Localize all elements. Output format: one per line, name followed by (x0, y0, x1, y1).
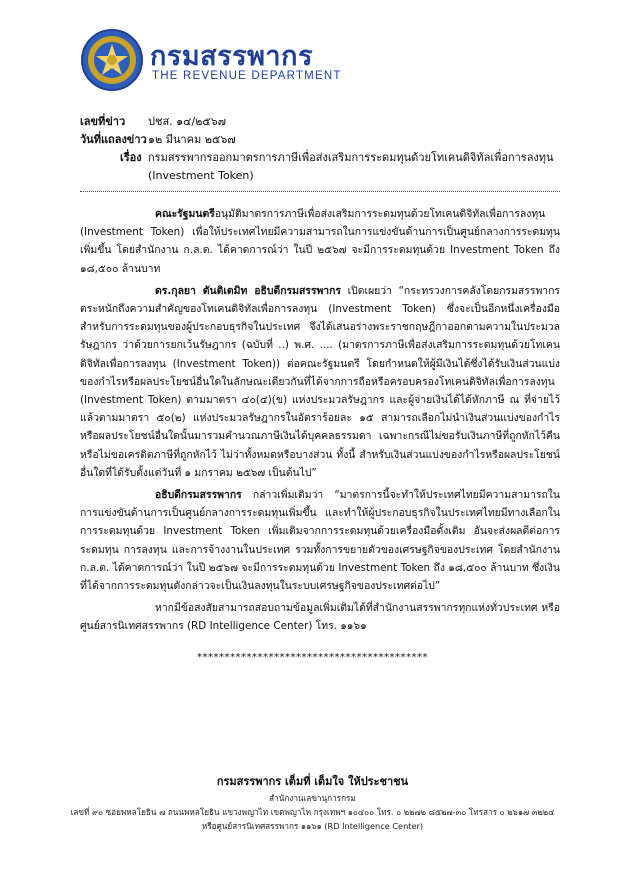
footer-address: เลขที่ ๙๐ ซอยพหลโยธิน ๗ ถนนพหลโยธิน แขวงพญาไท เขตพญาไท กรุงเทพฯ ๑๐๔๐๐ โทร. ๐ ๒๒๗๒ ๘๕๒๗-๓๐ โทรสาร ๐ ๒๖๑๗ ๓๒๒๔ (70, 807, 555, 817)
footer-office: สำนักงานเลขานุการกรม (269, 793, 356, 803)
paragraph-3 (80, 486, 560, 595)
paragraph-1-text: อนุมัติมาตรการภาษีเพื่อส่งเสริมการระดมทุนด้วยโทเคนดิจิทัลเพื่อการลงทุน (Investment Token) เพื่อให้ประเทศไทยมีความสามารถในการแข่งขันด้านการเป็นศูนย์กลางการระดมทุนเพิ่มขึ้น โดยสำนักงาน ก.ล.ต. ได้คาดการณ์ว่า ในปี ๒๕๖๗ จะมีการระดมทุนด้วย Investment Token ถึง ๑๘,๕๐๐ ล้านบาท (80, 208, 560, 275)
paragraph-1-lead: คณะรัฐมนตรี (155, 208, 215, 220)
paragraph-4 (80, 599, 560, 635)
press-body (80, 205, 560, 640)
revenue-department-seal-icon (80, 28, 144, 92)
news-number-label: เลขที่ข่าว (80, 115, 126, 128)
end-of-release-stars: ****************************************** (197, 652, 428, 663)
paragraph-2-text: เปิดเผยว่า “กระทรวงการคลังโดยกรมสรรพากรตระหนักถึงความสำคัญของโทเคนดิจิทัลเพื่อการลงทุน (Investment Token) ซึ่งจะเป็นอีกหนึ่งเครื่องมือสำหรับการระดมทุนของผู้ประกอบธุรกิจในประเทศ จึงได้เสนอร่างพระราชกฤษฎีกาออกตามความในประมวลรัษฎากร ว่าด้วยการยกเว้นรัษฎากร (ฉบับที่ ..) พ.ศ. .... (มาตรการภาษีเพื่อส่งเสริมการระดมทุนด้วยโทเคนดิจิทัลเพื่อการลงทุน (Investment Token)) ต่อคณะรัฐมนตรี โดยกำหนดให้ผู้มีเงินได้ซึ่งได้รับเงินส่วนแบ่งของกำไรหรือผลประโยชน์อื่นใดในลักษณะเดียวกันที่ได้จากการถือหรือครอบครองโทเคนดิจิทัลเพื่อการลงทุน (Investment Token) ตามมาตรา ๔๐(๔)(ข) แห่งประมวลรัษฎากร และผู้จ่ายเงินได้ได้หักภาษี ณ ที่จ่ายไว้แล้วตามมาตรา ๕๐(๒) แห่งประมวลรัษฎากรในอัตราร้อยละ ๑๕ สามารถเลือกไม่นำเงินส่วนแบ่งของกำไรหรือผลประโยชน์อื่นใดนั้นมารวมคำนวณภาษีเงินได้บุคคลธรรมดา เฉพาะกรณีไม่ขอรับเงินภาษีที่ถูกหักไว้คืนหรือไม่ขอเครดิตภาษีที่ถูกหักไว้ ไม่ว่าทั้งหมดหรือบางส่วน ทั้งนี้ สำหรับเงินส่วนแบ่งของกำไรหรือผลประโยชน์อื่นใดที่ได้รับตั้งแต่วันที่ ๑ มกราคม ๒๕๖๗ เป็นต้นไป” (80, 284, 560, 479)
org-name-thai: กรมสรรพากร (150, 41, 313, 72)
news-date-label: วันที่แถลงข่าว (80, 133, 147, 146)
org-name-english: THE REVENUE DEPARTMENT (152, 70, 342, 82)
subject-text: กรมสรรพากรออกมาตรการภาษีเพื่อส่งเสริมการระดมทุนด้วยโทเคนดิจิทัลเพื่อการลงทุน (Investment Token) (148, 151, 554, 182)
dotted-divider (80, 191, 560, 192)
news-date: ๑๒ มีนาคม ๒๕๖๗ (148, 133, 236, 146)
footer-slogan: กรมสรรพากร เต็มที่ เต็มใจ ให้ประชาชน (216, 775, 409, 788)
footer-contact: หรือศูนย์สารนิเทศสรรพากร ๑๑๖๑ (RD Intelligence Center) (201, 821, 424, 831)
footer (0, 773, 625, 833)
paragraph-2 (80, 282, 560, 482)
paragraph-3-text: กล่าวเพิ่มเติมว่า “มาตรการนี้จะทำให้ประเทศไทยมีความสามารถในการแข่งขันด้านการเป็นศูนย์กลางการระดมทุนเพิ่มขึ้น และทำให้ผู้ประกอบธุรกิจในประเทศไทยมีทางเลือกในการระดมทุนด้วย Investment Token เพิ่มเติมจากการระดมทุนด้วยเครื่องมือดั้งเดิม อันจะส่งผลดีต่อการระดมทุน การลงทุน และการจ้างงานในประเทศ รวมทั้งการขยายตัวของเศรษฐกิจของประเทศ โดยสำนักงาน ก.ล.ต. ได้คาดการณ์ว่า ในปี ๒๕๖๗ จะมีการระดมทุนด้วย Investment Token ถึง ๑๘,๕๐๐ ล้านบาท ซึ่งเงินที่ได้จากการระดมทุนดังกล่าวจะเป็นเงินลงทุนในระบบเศรษฐกิจของประเทศต่อไป” (80, 489, 560, 593)
paragraph-4-text: หากมีข้อสงสัยสามารถสอบถามข้อมูลเพิ่มเติมได้ที่สำนักงานสรรพากรทุกแห่งทั่วประเทศ หรือศูนย์สารนิเทศสรรพากร (RD Intelligence Center) โทร. ๑๑๖๑ (80, 602, 560, 633)
news-number-row (80, 113, 580, 131)
news-number: ปชส. ๑๔/๒๕๖๗ (148, 115, 226, 128)
paragraph-1 (80, 205, 560, 278)
subject-row (80, 149, 580, 185)
paragraph-3-lead: อธิบดีกรมสรรพากร (155, 489, 242, 502)
letterhead (80, 28, 480, 92)
subject-label: เรื่อง (120, 151, 142, 164)
news-date-row (80, 131, 580, 149)
paragraph-2-lead: ดร.กุลยา ตันติเตมิท อธิบดีกรมสรรพากร (155, 284, 342, 297)
news-meta (80, 113, 580, 185)
